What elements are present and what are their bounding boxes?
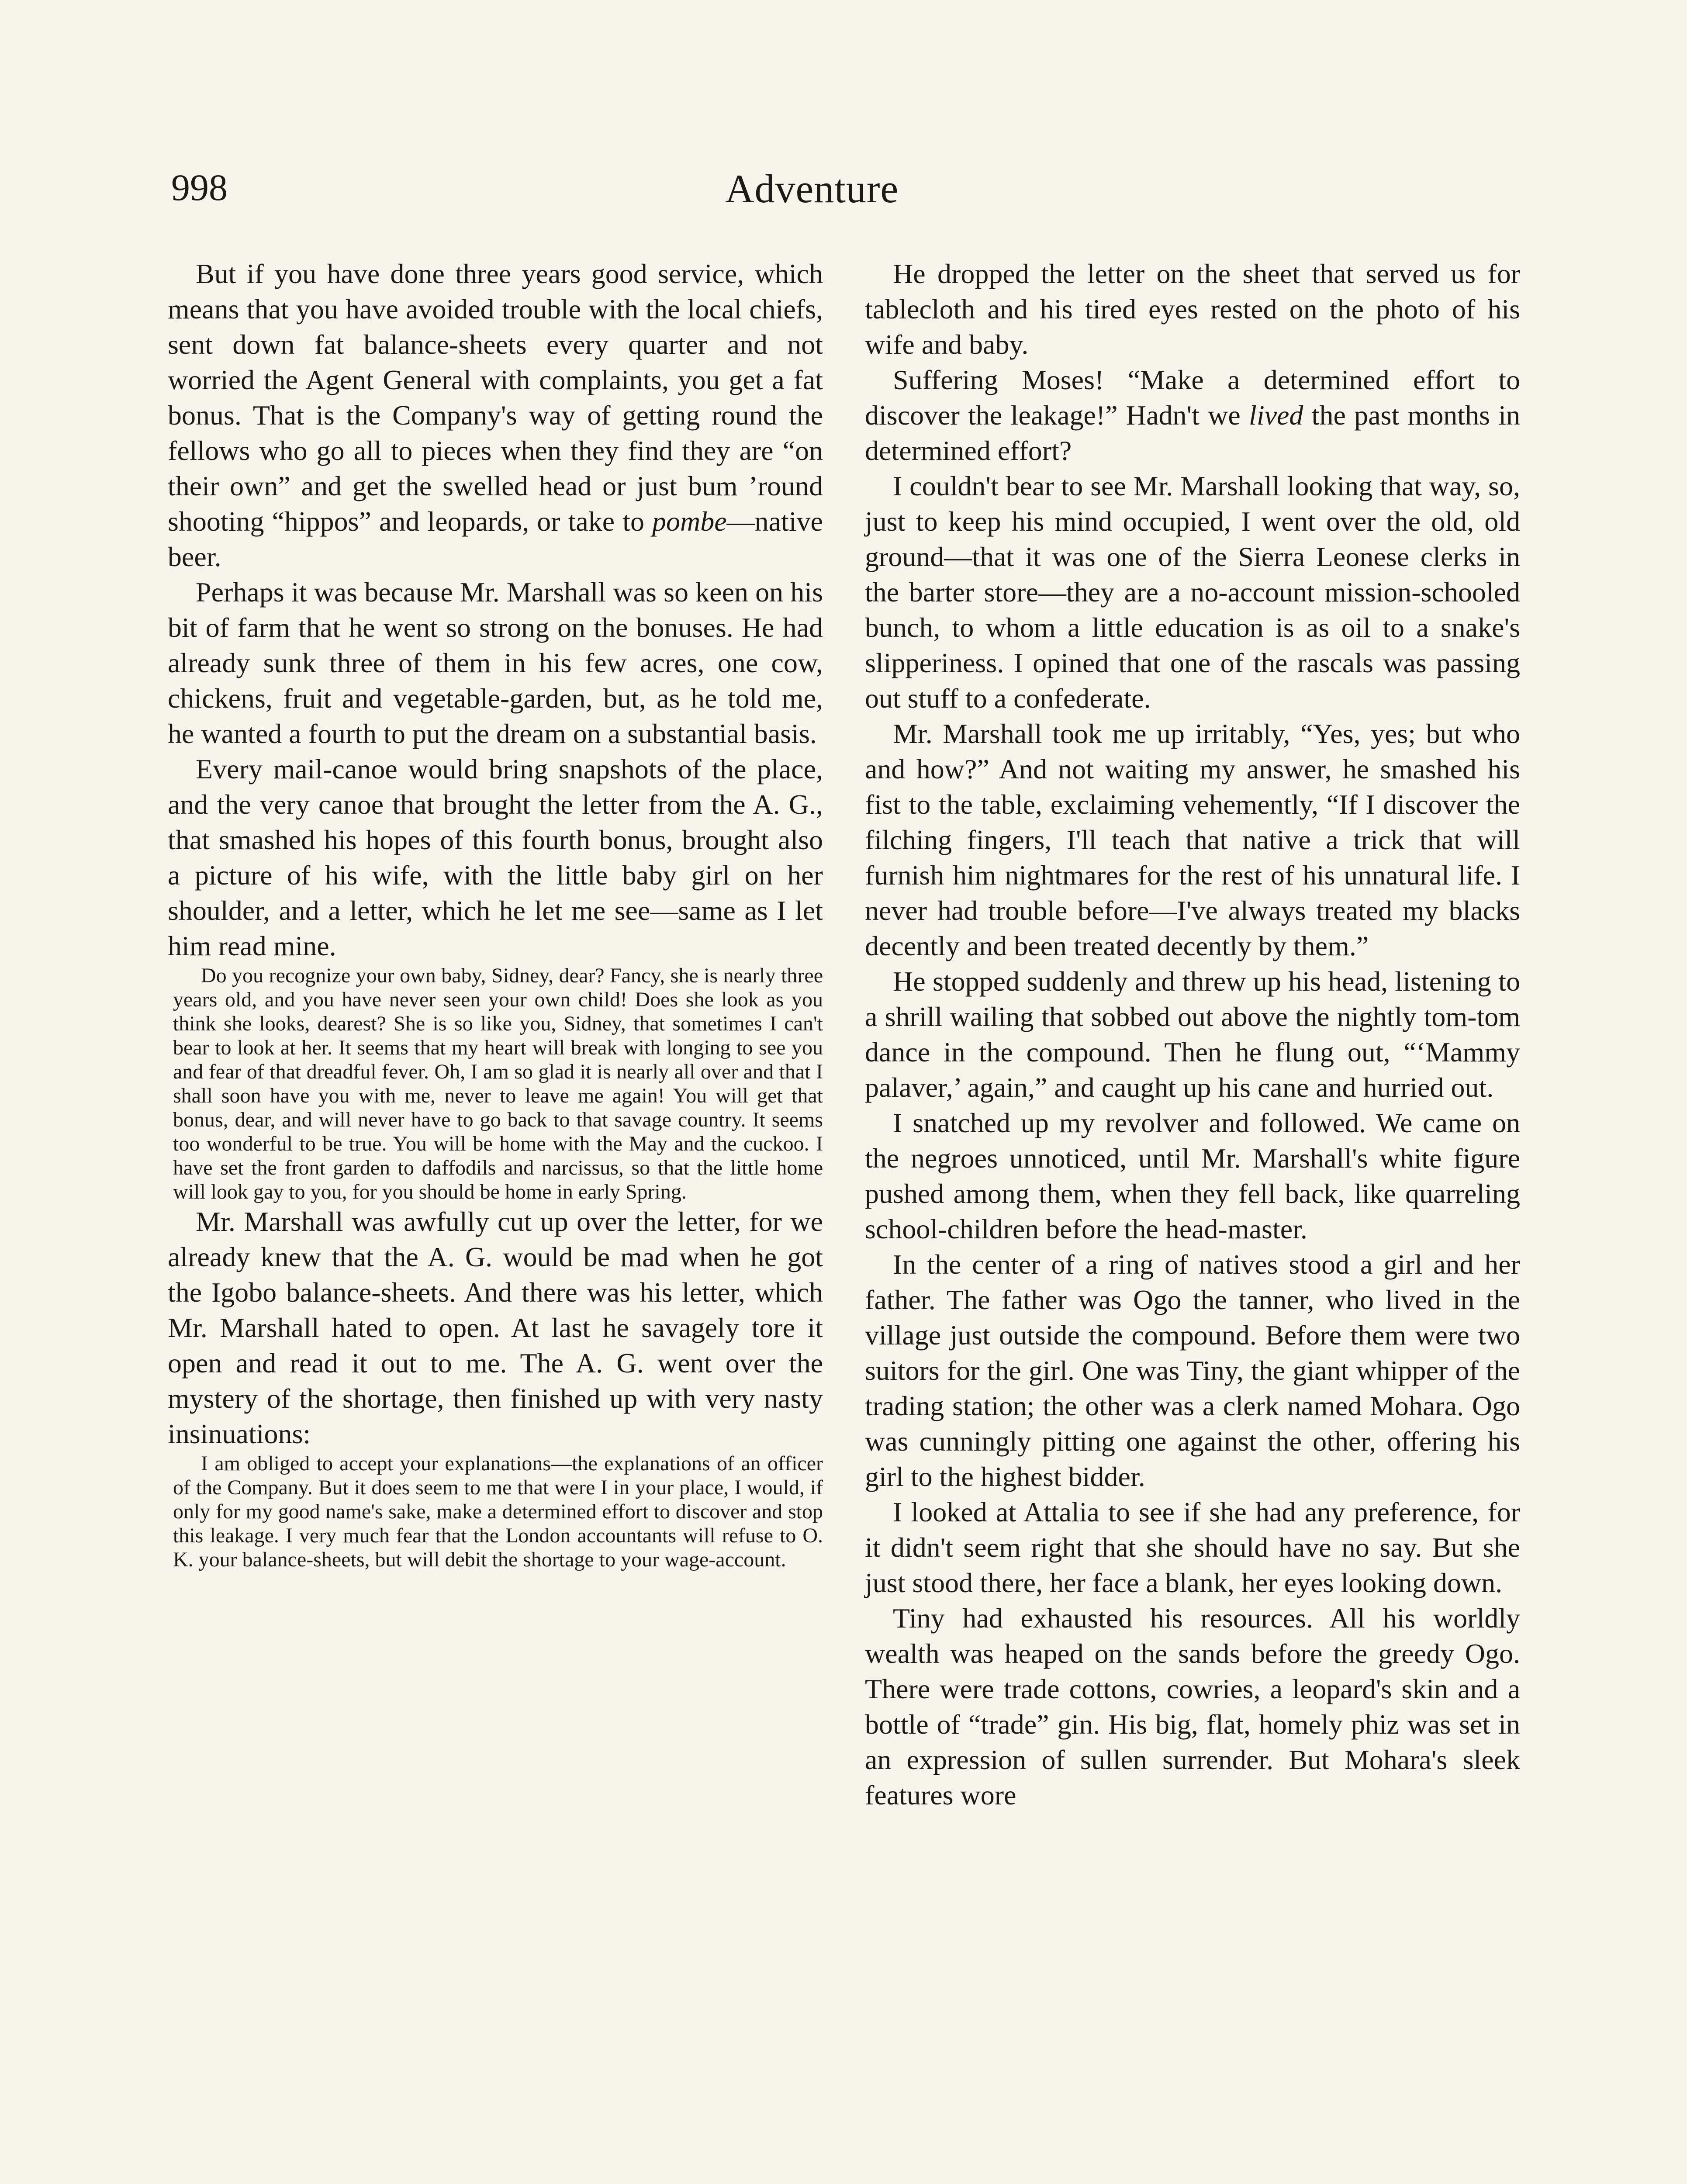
paragraph: Tiny had exhausted his resources. All his worldly wealth was heaped on the sands before the greedy Ogo. There were trade cottons, cowries, a leopard's skin and a bottle of “trade” gin. His big, flat, homely phiz was set in an expression of sullen surrender. But Mohara's sleek features wore: [865, 1603, 1520, 1811]
paragraph: Every mail-canoe would bring snapshots of the place, and the very canoe that brought the letter from the A. G., that smashed his hopes of this fourth bonus, brought also a picture of his wife, with the little baby girl on her shoulder, and a letter, which he let me see—same as I let him read mine.: [168, 753, 823, 961]
paragraph: He stopped suddenly and threw up his head, listening to a shrill wailing that sobbed out above the nightly tom-tom dance in the compound. Then he flung out, “‘Mammy palaver,’ again,” and caught up his cane and hurried out.: [865, 966, 1520, 1103]
paragraph: He dropped the letter on the sheet that served us for tablecloth and his tired eyes rested on the photo of his wife and baby.: [865, 258, 1520, 360]
paragraph: I couldn't bear to see Mr. Marshall looking that way, so, just to keep his mind occupied, I went over the old, old ground—that it was one of the Sierra Leonese clerks in the barter store—they are a no-account mission-schooled bunch, to whom a little education is as oil to a snake's slipperiness. I opined that one of the rascals was passing out stuff to a confederate.: [865, 470, 1520, 714]
paragraph: Perhaps it was because Mr. Marshall was so keen on his bit of farm that he went so strong on the bonuses. He had already sunk three of them in his few acres, one cow, chickens, fruit and vegetable-garden, but, as he told me, he wanted a fourth to put the dream on a substantial basis.: [168, 577, 823, 749]
left-column: [168, 256, 823, 1572]
italic-word: pombe: [652, 506, 727, 537]
paragraph: I snatched up my revolver and followed. We came on the negroes unnoticed, until Mr. Marshall's white figure pushed among them, when they fell back, like quarreling school-children before the head-master.: [865, 1107, 1520, 1244]
wife-letter-quote: Do you recognize your own baby, Sidney, dear? Fancy, she is nearly three years old, and you have never seen your own child! Does she look as you think she looks, dearest? She is so like you, Sidney, that sometimes I can't bear to look at her. It seems that my heart will break with longing to see you and fear of that dreadful fever. Oh, I am so glad it is nearly all over and that I shall soon have you with me, never to leave me again! You will get that bonus, dear, and will never have to go back to that savage country. It seems too wonderful to be true. You will be home with the May and the cuckoo. I have set the front garden to daffodils and narcissus, so that the little home will look gay to you, for you should be home in early Spring.: [173, 964, 823, 1203]
running-head: Adventure: [725, 166, 899, 211]
paragraph: Suffering Moses! “Make a determined effort to discover the leakage!” Hadn't we lived the past months in determined effort?: [865, 364, 1521, 466]
paragraph: Mr. Marshall took me up irritably, “Yes, yes; but who and how?” And not waiting my answer, he smashed his fist to the table, exclaiming vehemently, “If I discover the filching fingers, I'll teach that native a trick that will furnish him nightmares for the rest of his unnatural life. I never had trouble before—I've always treated my blacks decently and been treated decently by them.”: [865, 718, 1520, 961]
page-number: 998: [171, 166, 228, 208]
paragraph: But if you have done three years good service, which means that you have avoided trouble with the local chiefs, sent down fat balance-sheets every quarter and not worried the Agent General with complaints, you get a fat bonus. That is the Company's way of getting round the fellows who go all to pieces when they find they are “on their own” and get the swelled head or just bum ’round shooting “hippos” and leopards, or take to pombe—native beer.: [168, 258, 823, 572]
paragraph: In the center of a ring of natives stood a girl and her father. The father was Ogo the tanner, who lived in the village just outside the compound. Before them were two suitors for the girl. One was Tiny, the giant whipper of the trading station; the other was a clerk named Mohara. Ogo was cunningly pitting one against the other, offering his girl to the highest bidder.: [865, 1249, 1520, 1492]
italic-word: lived: [1249, 400, 1303, 431]
paragraph: I looked at Attalia to see if she had any preference, for it didn't seem right that she should have no say. But she just stood there, her face a blank, her eyes looking down.: [865, 1496, 1520, 1598]
right-column: [865, 256, 1520, 1813]
paragraph: Mr. Marshall was awfully cut up over the letter, for we already knew that the A. G. would be mad when he got the Igobo balance-sheets. And there was his letter, which Mr. Marshall hated to open. At last he savagely tore it open and read it out to me. The A. G. went over the mystery of the shortage, then finished up with very nasty insinuations:: [168, 1206, 823, 1449]
ag-letter-quote: I am obliged to accept your explanations—the explanations of an officer of the Company. But it does seem to me that were I in your place, I would, if only for my good name's sake, make a determined effort to discover and stop this leakage. I very much fear that the London accountants will refuse to O. K. your balance-sheets, but will debit the shortage to your wage-account.: [173, 1452, 823, 1571]
